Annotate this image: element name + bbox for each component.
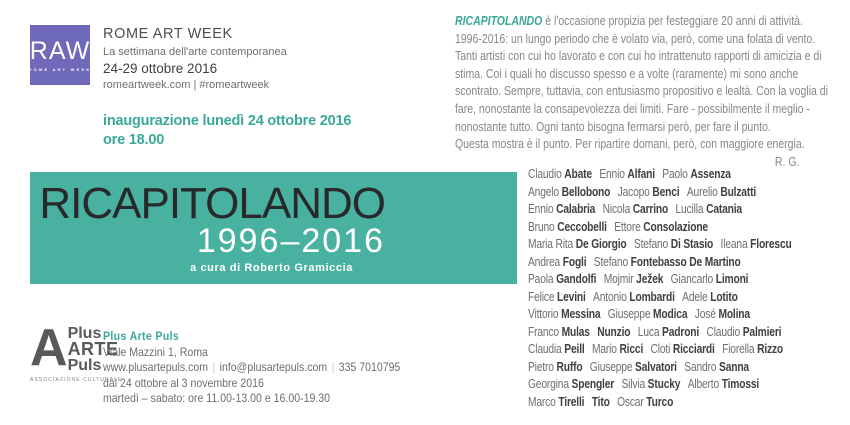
artist-name: Aurelio Bulzatti (686, 184, 757, 199)
artist-line (528, 341, 799, 359)
artist-name: Claudio Palmieri (706, 324, 782, 339)
logo-association-caption: ASSOCIAZIONE CULTURALE (30, 377, 123, 384)
opening-time: ore 18.00 (103, 132, 165, 148)
artist-name: Bruno Ceccobelli (528, 219, 607, 234)
artist-line (528, 184, 799, 202)
artist-name: Ileana Florescu (720, 237, 792, 251)
curator-statement-lines (455, 13, 835, 154)
artist-name: Maria Rita De Giorgio (528, 237, 627, 251)
venue-name: Plus Arte Puls (103, 329, 180, 343)
artist-line (528, 324, 799, 342)
artist-line (528, 394, 799, 412)
artist-name: Claudio Abate (528, 167, 592, 181)
artist-line (528, 201, 799, 219)
opening-date: inaugurazione lunedì 24 ottobre 2016 (103, 113, 352, 129)
artist-name: Georgina Spengler (528, 377, 615, 391)
venue-website: www.plusartepuls.com (103, 360, 209, 374)
artist-name: Felice Levini (528, 289, 586, 304)
artist-name: Claudia Peill (528, 342, 585, 356)
artist-name: Fiorella Rizzo (722, 342, 784, 356)
artist-name: Oscar Turco (617, 394, 674, 409)
artist-name: Paola Gandolfi (528, 272, 597, 286)
artist-line (528, 376, 799, 394)
artist-name: Angelo Bellobono (528, 184, 611, 199)
event-header (103, 27, 287, 91)
artist-name: Tito (591, 394, 610, 409)
artist-name: Stefano Fontebasso De Martino (593, 254, 741, 269)
artist-name: Giuseppe Salvatori (589, 359, 677, 374)
artist-name: Cloti Ricciardi (650, 342, 715, 356)
artist-name: Silvia Stucky (621, 377, 681, 391)
artist-name: Adele Lotito (682, 289, 738, 304)
opening-info (103, 112, 351, 150)
artist-name: Nunzio (597, 324, 631, 339)
logo-word-arte: ARTE (67, 339, 119, 360)
event-subtitle: La settimana dell'arte contemporanea (103, 45, 287, 58)
curator-statement (455, 13, 835, 171)
event-website: romeartweek.com | #romeartweek (103, 79, 270, 91)
separator-bar: | (212, 360, 216, 374)
logo-word-plus: Plus (67, 325, 102, 342)
artist-line (528, 306, 799, 324)
exhibition-curator: a cura di Roberto Gramiccia (190, 262, 353, 274)
artist-name: Ennio Calabria (528, 202, 596, 216)
artist-name: José Molina (694, 307, 750, 321)
intro-lead-word: RICAPITOLANDO (455, 14, 543, 28)
intro-line: scontrato. Sempre, tuttavia, con entusiasmo propositivo e lealtà. Con la voglia di (455, 84, 828, 99)
venue-info (103, 329, 400, 407)
artist-name: Jacopo Benci (617, 184, 680, 199)
event-dates: 24-29 ottobre 2016 (103, 60, 218, 76)
logo-letter-a: A (30, 319, 66, 377)
intro-line: Questa mostra è il punto. Per ripartire domani, però, con maggiore energia. (455, 137, 805, 152)
artist-line (528, 236, 799, 254)
artist-name: Andrea Fogli (528, 254, 587, 269)
artist-name: Paolo Assenza (662, 167, 731, 181)
opening-hours: martedì – sabato: ore 11.00-13.00 e 16.00-19.30 (103, 391, 331, 405)
artist-name: Mario Ricci (591, 342, 644, 356)
artist-name: Marco Tirelli (528, 394, 585, 409)
artist-name: Giuseppe Modica (607, 307, 688, 321)
artist-name: Sandro Sanna (684, 359, 749, 374)
event-title: ROME ART WEEK (103, 26, 233, 42)
exhibition-years: 1996–2016 (196, 222, 385, 260)
artist-name: Vittorio Messina (528, 307, 601, 321)
rome-art-week-logo (30, 25, 90, 85)
exhibition-title: RICAPITOLANDO (39, 179, 385, 228)
artist-line (528, 289, 799, 307)
exhibition-banner (30, 172, 517, 284)
exhibition-duration: dal 24 ottobre al 3 novembre 2016 (103, 375, 264, 390)
artist-name: Nicola Carrino (602, 202, 669, 216)
intro-line: RICAPITOLANDO è l'occasione propizia per festeggiare 20 anni di attività. (455, 14, 803, 28)
intro-line: stima. Coi i quali ho discusso spesso e a volte (raramente) mi sono anche (455, 66, 799, 81)
venue-address: Viale Mazzini 1, Roma (103, 344, 208, 359)
intro-line: fare, nonostante la consapevolezza dei limiti. Fare - possibilmente il meglio - (455, 101, 810, 116)
artist-name: Alberto Timossi (687, 377, 760, 391)
raw-logo-caption: ROME ART WEEK (28, 66, 92, 72)
artist-line (528, 219, 799, 237)
artist-name: Stefano Di Stasio (633, 237, 714, 251)
artist-name: Giancarlo Limoni (670, 272, 749, 286)
artist-name: Antonio Lombardi (593, 289, 675, 304)
raw-logo-acronym: RAW (29, 36, 91, 65)
artist-name: Franco Mulas (528, 324, 590, 339)
artist-name: Mojmir Ježek (603, 272, 664, 286)
artist-list (528, 166, 799, 411)
intro-line: nonostante tutto. Ogni tanto bisogna fermarsi però, per fare il punto. (455, 119, 771, 134)
separator-bar: | (331, 360, 335, 374)
artist-name: Ettore Consolazione (614, 219, 708, 234)
artist-line (528, 359, 799, 377)
artist-name: Luca Padroni (637, 324, 700, 339)
venue-phone: 335 7010795 (338, 360, 401, 374)
logo-word-puls: Puls (67, 357, 102, 375)
artist-name: Ennio Alfani (599, 167, 655, 181)
artist-line (528, 271, 799, 289)
venue-contacts (103, 360, 400, 376)
intro-line: 1996-2016: un lungo periodo che è volato via, però, come una folata di vento. (455, 31, 816, 46)
venue-email: info@plusartepuls.com (219, 360, 328, 374)
artist-line (528, 166, 799, 184)
curator-signature: R. G. (774, 154, 800, 169)
intro-line: Tanti artisti con cui ho lavorato e con cui ho intrattenuto rapporti di amicizia e di (455, 49, 822, 64)
artist-name: Lucilla Catania (675, 202, 742, 216)
artist-line (528, 254, 799, 272)
artist-name: Pietro Ruffo (528, 359, 583, 374)
